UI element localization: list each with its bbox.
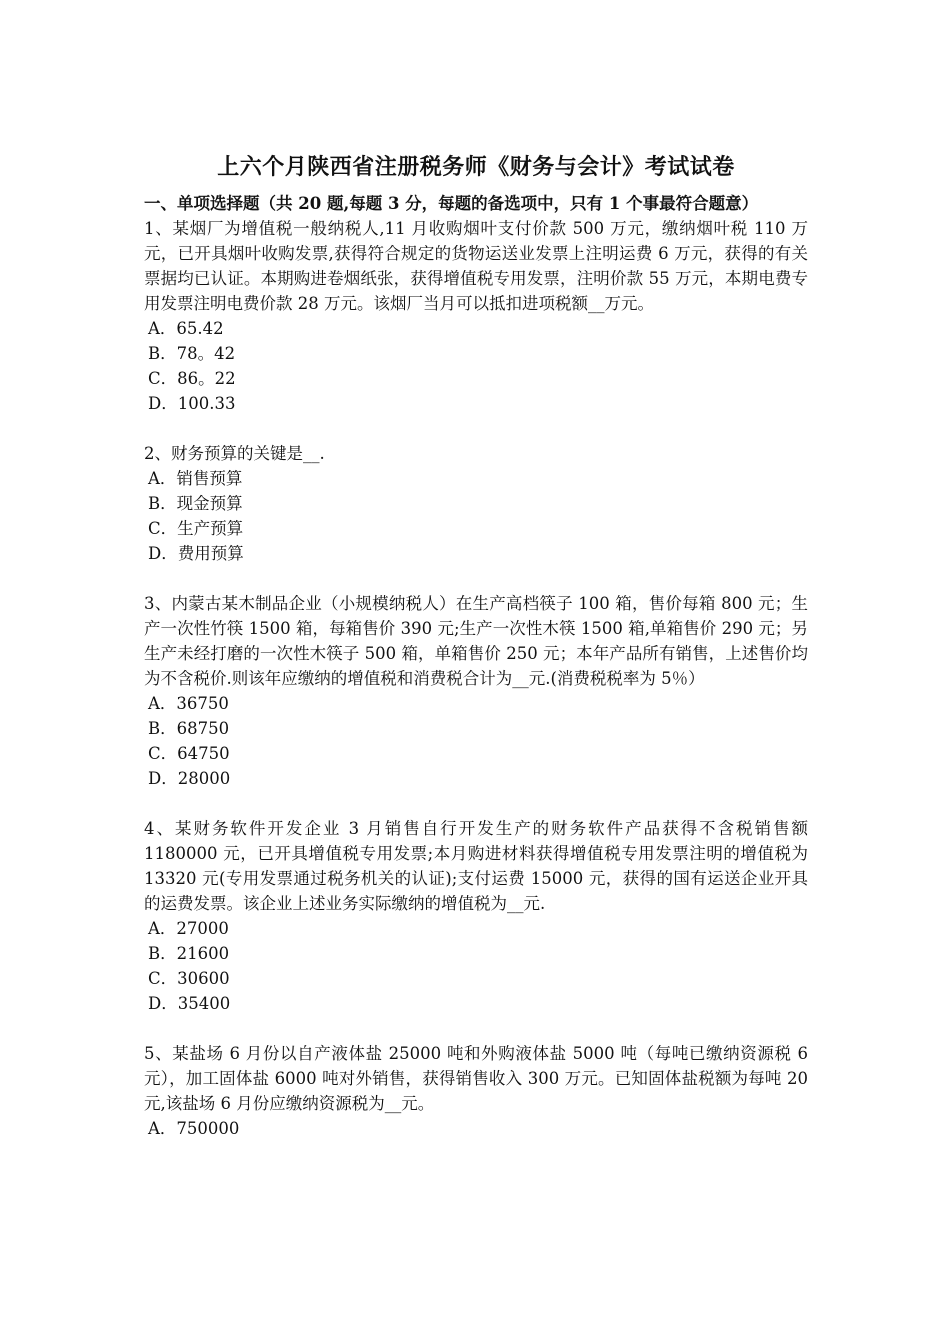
question-4 <box>144 816 808 1016</box>
option-b: B．现金预算 <box>148 494 243 513</box>
question-stem: 2、财务预算的关键是__. <box>144 444 325 463</box>
option-a: A．36750 <box>148 694 229 713</box>
option-c: C．30600 <box>148 969 230 988</box>
option-d: D．100.33 <box>148 394 236 413</box>
document-page <box>144 150 808 1141</box>
option-d: D．费用预算 <box>148 544 244 563</box>
option-d: D．28000 <box>148 769 231 788</box>
question-1 <box>144 216 808 416</box>
option-b: B．21600 <box>148 944 230 963</box>
question-stem: 5、某盐场 6 月份以自产液体盐 25000 吨和外购液体盐 5000 吨（每吨已缴纳资源税 6 元），加工固体盐 6000 吨对外销售，获得销售收入 300 万元。已知固体盐税额为每吨 20 元,该盐场 6 月份应缴纳资源税为__元。 <box>144 1044 808 1113</box>
section-heading: 一、单项选择题（共 20 题,每题 3 分，每题的备选项中，只有 1 个事最符合题意） <box>144 194 759 213</box>
question-stem: 3、内蒙古某木制品企业（小规模纳税人）在生产高档筷子 100 箱，售价每箱 800 元；生产一次性竹筷 1500 箱，每箱售价 390 元;生产一次性木筷 1500 箱,单箱售价 290 元；另生产未经打磨的一次性木筷子 500 箱，单箱售价 250 元；本年产品所有销售，上述售价均为不含税价.则该年应缴纳的增值税和消费税合计为__元.(消费税税率为 5％） <box>144 594 808 688</box>
question-stem: 1、某烟厂为增值税一般纳税人,11 月收购烟叶支付价款 500 万元，缴纳烟叶税 110 万元，已开具烟叶收购发票,获得符合规定的货物运送业发票上注明运费 6 万元，获得的有关票据均已认证。本期购进卷烟纸张，获得增值税专用发票，注明价款 55 万元，本期电费专用发票注明电费价款 28 万元。该烟厂当月可以抵扣进项税额__万元。 <box>144 219 808 313</box>
spacer <box>144 416 808 441</box>
option-c: C．64750 <box>148 744 230 763</box>
option-d: D．35400 <box>148 994 231 1013</box>
option-c: C．86。22 <box>148 369 236 388</box>
question-2 <box>144 441 808 566</box>
option-c: C．生产预算 <box>148 519 244 538</box>
option-b: B．68750 <box>148 719 230 738</box>
option-a: A．750000 <box>148 1119 240 1138</box>
page-title: 上六个月陕西省注册税务师《财务与会计》考试试卷 <box>217 154 735 180</box>
question-5 <box>144 1041 808 1141</box>
spacer <box>144 791 808 816</box>
option-a: A．销售预算 <box>148 469 243 488</box>
question-3 <box>144 591 808 791</box>
question-stem: 4、某财务软件开发企业 3 月销售自行开发生产的财务软件产品获得不含税销售额 1180000 元，已开具增值税专用发票;本月购进材料获得增值税专用发票注明的增值税为 13320 元(专用发票通过税务机关的认证);支付运费 15000 元，获得的国有运送企业开具的运费发票。该企业上述业务实际缴纳的增值税为__元. <box>144 819 808 913</box>
option-a: A．65.42 <box>148 319 224 338</box>
spacer <box>144 1016 808 1041</box>
spacer <box>144 566 808 591</box>
option-a: A．27000 <box>148 919 229 938</box>
option-b: B．78。42 <box>148 344 236 363</box>
